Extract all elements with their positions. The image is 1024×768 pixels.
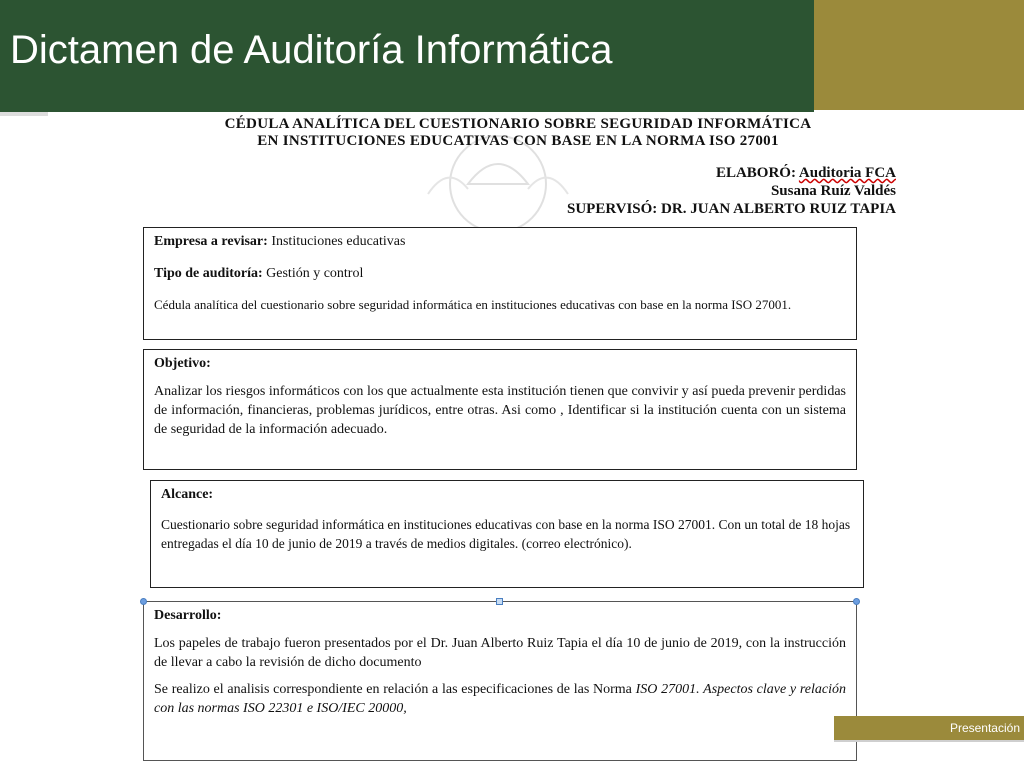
elaboro-line bbox=[567, 164, 896, 182]
empresa-box bbox=[143, 227, 857, 340]
authors-block bbox=[567, 164, 896, 218]
empresa-label: Empresa a revisar: bbox=[154, 234, 268, 249]
title-accent-block bbox=[814, 0, 1024, 110]
tipo-label: Tipo de auditoría: bbox=[154, 266, 263, 281]
desarrollo-label: Desarrollo: bbox=[154, 608, 222, 623]
tipo-value: Gestión y control bbox=[266, 266, 364, 281]
document-title-line-2: EN INSTITUCIONES EDUCATIVAS CON BASE EN LA NORMA ISO 27001 bbox=[257, 133, 779, 149]
document-image[interactable] bbox=[138, 112, 896, 742]
desarrollo-text-2b: ISO 27001. Aspectos clave y relación con las normas ISO 22301 e ISO/IEC 20000, bbox=[154, 682, 847, 716]
objetivo-box bbox=[143, 349, 857, 470]
elaboro-value: Auditoria FCA bbox=[798, 165, 896, 181]
elaboro-label: ELABORÓ: bbox=[715, 165, 796, 181]
empresa-value: Instituciones educativas bbox=[271, 234, 406, 249]
document-title-line-1: CÉDULA ANALÍTICA DEL CUESTIONARIO SOBRE SEGURIDAD INFORMÁTICA bbox=[224, 116, 812, 132]
desarrollo-text-1: Los papeles de trabajo fueron presentados por el Dr. Juan Alberto Ruiz Tapia el día 10 de junio de 2019, con la instrucción de llevar a cabo la revisión de dicho documento bbox=[154, 636, 846, 670]
superviso-line: SUPERVISÓ: DR. JUAN ALBERTO RUIZ TAPIA bbox=[566, 201, 896, 217]
slide-title-bar bbox=[0, 0, 814, 112]
alcance-label: Alcance: bbox=[161, 487, 214, 502]
desarrollo-text-2a: Se realizo el analisis correspondiente en relación a las especificaciones de las Norma bbox=[154, 682, 636, 697]
objetivo-text: Analizar los riesgos informáticos con los que actualmente esta institución tienen que convivir y así pueda prevenir perdidas de información, financieras, problemas jurídicos, entre otras. Asi como , Identificar si la institución cuenta con un sistema de seguridad de la información adecuado. bbox=[154, 384, 846, 437]
resize-handle-top-right[interactable] bbox=[853, 598, 860, 605]
resize-handle-top-left[interactable] bbox=[140, 598, 147, 605]
desarrollo-box[interactable] bbox=[143, 601, 857, 761]
cedula-text: Cédula analítica del cuestionario sobre seguridad informática en instituciones educativas con base en la norma ISO 27001. bbox=[154, 297, 792, 312]
alcance-text: Cuestionario sobre seguridad informática en instituciones educativas con base en la norma ISO 27001. Con un total de 18 hojas entregadas el día 10 de junio de 2019 a través de medios digitales. (correo electrónico). bbox=[161, 517, 851, 551]
footer-line bbox=[834, 740, 1024, 742]
slide-title: Dictamen de Auditoría Informática bbox=[10, 28, 613, 72]
document-title bbox=[138, 116, 898, 150]
objetivo-label: Objetivo: bbox=[154, 356, 211, 371]
elaboro-name: Susana Ruíz Valdés bbox=[770, 183, 896, 199]
title-underline bbox=[0, 112, 48, 116]
footer-tag: Presentación bbox=[834, 716, 1024, 740]
resize-handle-top-middle[interactable] bbox=[496, 598, 503, 605]
alcance-box bbox=[150, 480, 864, 588]
